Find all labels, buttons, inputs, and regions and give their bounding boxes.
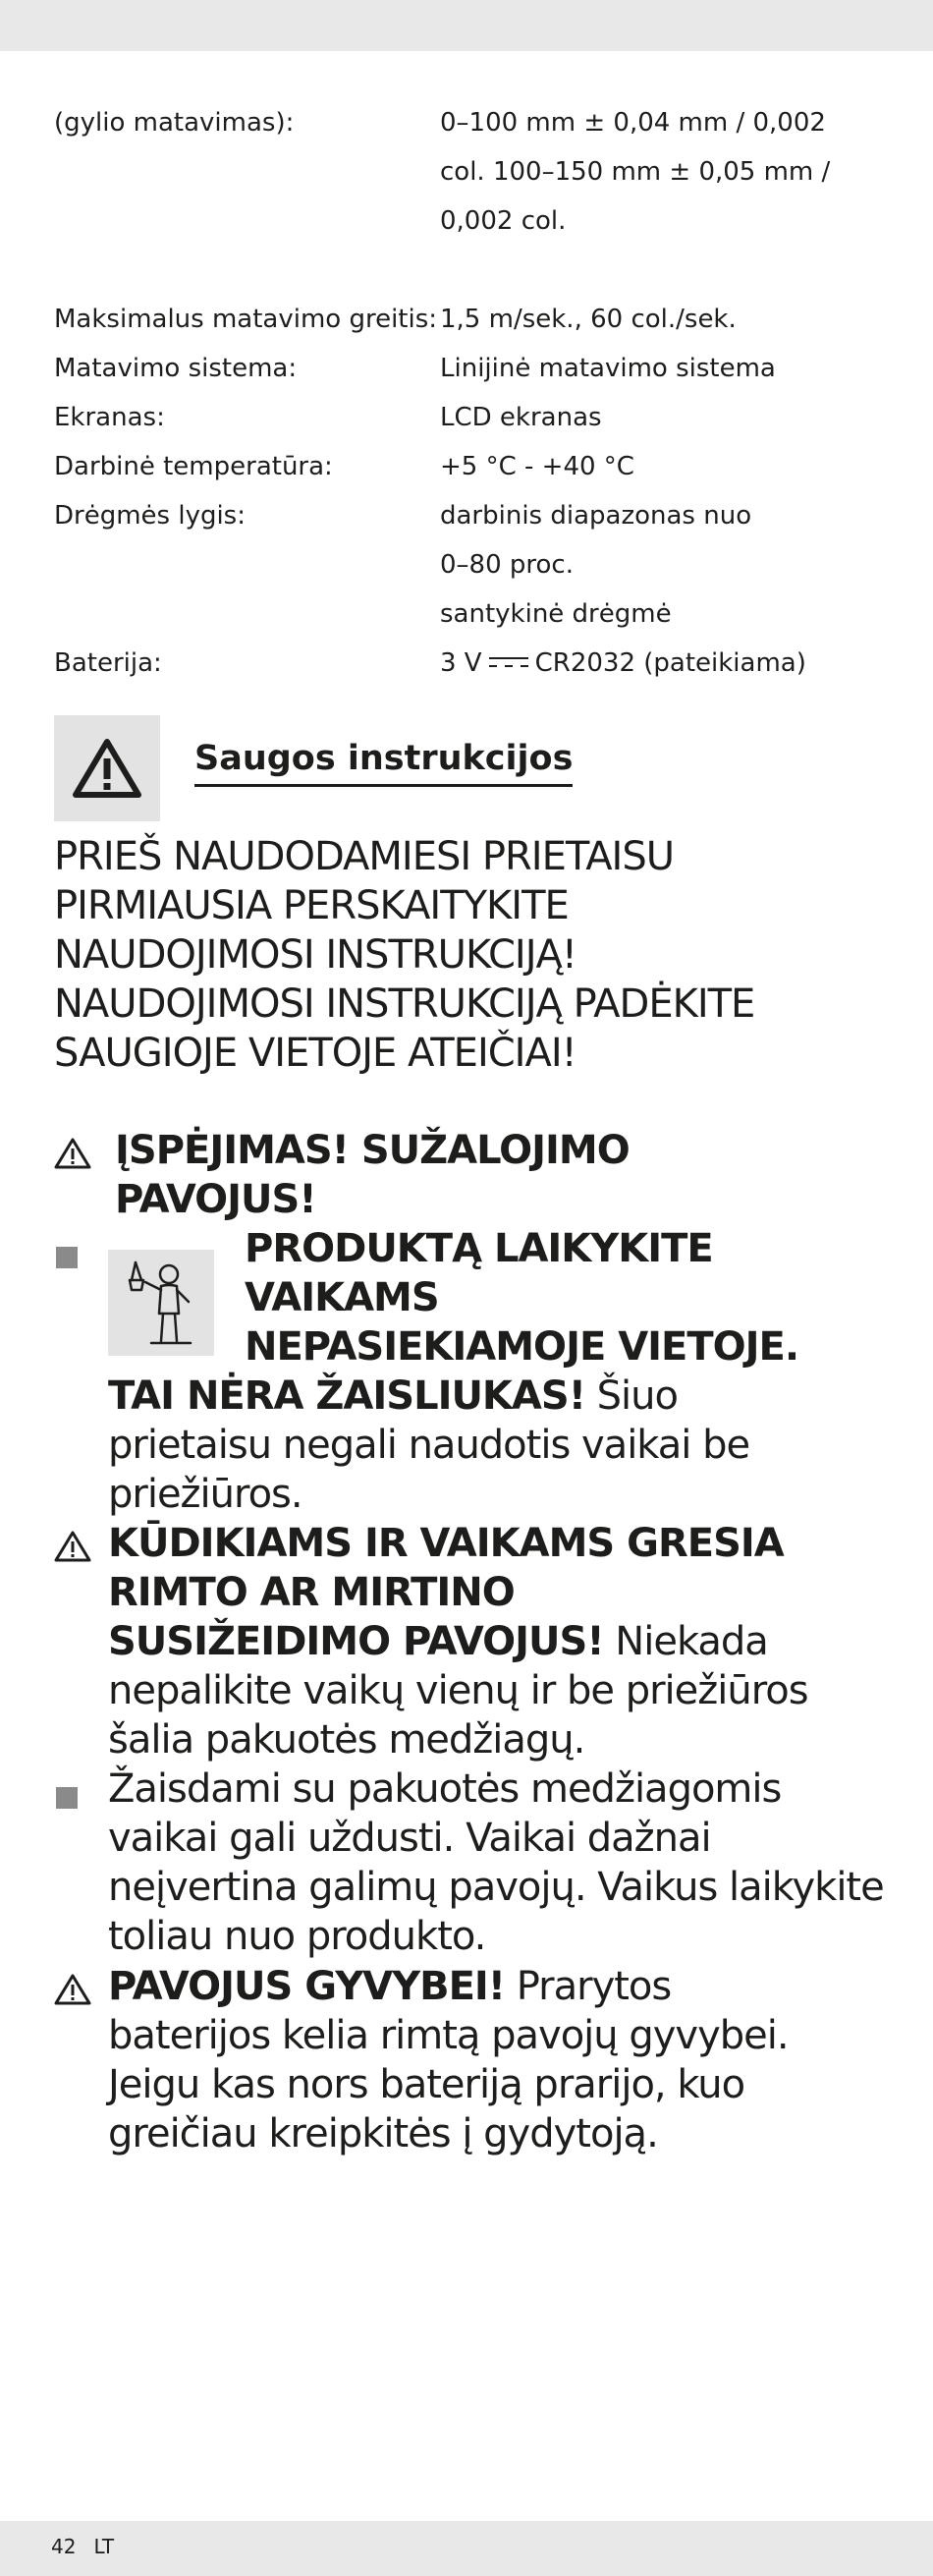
child-safety-icon-box: [108, 1250, 214, 1356]
spec-value-line: +5 °C - +40 °C: [440, 452, 634, 481]
infants-warning: [108, 1519, 904, 1764]
specifications-list: [54, 98, 879, 688]
warning-line: šalia pakuotės medžiagų.: [108, 1717, 585, 1763]
warning-line: PAVOJUS!: [115, 1177, 316, 1222]
notice-line: PIRMIAUSIA PERSKAITYKITE: [54, 883, 569, 928]
warning-line: PRODUKTĄ LAIKYKITE: [245, 1226, 713, 1271]
warning-line: neįvertina galimų pavojų. Vaikus laikykite: [108, 1865, 884, 1910]
notice-line: PRIEŠ NAUDODAMIESI PRIETAISU: [54, 834, 675, 879]
spec-value: [440, 442, 879, 491]
packaging-warning: [108, 1764, 913, 1961]
spec-value: [440, 393, 879, 442]
spec-row-speed: [54, 295, 879, 344]
spec-value: [440, 344, 879, 393]
square-bullet-icon: [56, 1247, 78, 1268]
page-number: 42: [51, 2535, 77, 2558]
warning-line: [108, 1617, 904, 1666]
spec-value-line: col. 100–150 mm ± 0,05 mm /: [440, 157, 831, 187]
warning-line: [108, 1372, 894, 1421]
warning-triangle-icon: [54, 1973, 91, 2006]
spec-key: Drėgmės lygis:: [54, 501, 246, 531]
warning-line: greičiau kreipkitės į gydytoją.: [108, 2111, 658, 2156]
warning-triangle-icon: [54, 1137, 91, 1170]
direct-current-icon: [488, 655, 529, 669]
warning-line: nepalikite vaikų vienų ir be priežiūros: [108, 1668, 808, 1713]
children-warning-heading: [245, 1224, 873, 1372]
battery-voltage: 3 V: [440, 648, 482, 678]
warning-line: NEPASIEKIAMOJE VIETOJE.: [245, 1324, 799, 1370]
spec-value: [440, 295, 879, 344]
warning-line: prietaisu negali naudotis vaikai be: [108, 1423, 750, 1468]
square-bullet-icon: [56, 1787, 78, 1809]
warning-bold-text: PAVOJUS GYVYBEI!: [108, 1964, 506, 2009]
notice-line: NAUDOJIMOSI INSTRUKCIJĄ PADĖKITE: [54, 981, 755, 1027]
warning-text: Prarytos: [505, 1964, 672, 2009]
warning-triangle-icon: [72, 737, 142, 800]
footer-band: [0, 2521, 933, 2576]
spec-value-line: santykinė drėgmė: [440, 599, 672, 629]
spec-row-temperature: [54, 442, 879, 491]
warning-line: priežiūros.: [108, 1472, 302, 1517]
warning-line: RIMTO AR MIRTINO: [108, 1570, 515, 1615]
spec-value-line: 0–100 mm ± 0,04 mm / 0,002: [440, 108, 826, 138]
warning-line: [108, 1962, 904, 2011]
warning-line: toliau nuo produkto.: [108, 1914, 486, 1959]
warning-bold-text: SUSIŽEIDIMO PAVOJUS!: [108, 1619, 604, 1664]
spec-row-humidity: [54, 491, 879, 639]
spec-key: Maksimalus matavimo greitis:: [54, 305, 438, 334]
spec-value: [440, 639, 879, 688]
danger-to-life-warning: [108, 1962, 904, 2158]
warning-line: VAIKAMS: [245, 1275, 439, 1320]
spec-value: [440, 491, 879, 639]
safety-instructions-heading: Saugos instrukcijos: [194, 735, 573, 787]
spec-row-display: [54, 393, 879, 442]
warning-text: Niekada: [603, 1619, 768, 1664]
warning-line: KŪDIKIAMS IR VAIKAMS GRESIA: [108, 1521, 784, 1566]
not-a-toy-label: TAI NĖRA ŽAISLIUKAS!: [108, 1373, 585, 1419]
spec-key: Baterija:: [54, 648, 162, 678]
spec-key: Darbinė temperatūra:: [54, 452, 333, 481]
warning-line: Jeigu kas nors bateriją prarijo, kuo: [108, 2062, 745, 2107]
spec-key: Ekranas:: [54, 403, 165, 432]
notice-line: NAUDOJIMOSI INSTRUKCIJĄ!: [54, 932, 576, 978]
warning-triangle-icon: [54, 1530, 91, 1563]
spec-value: [440, 98, 879, 246]
warning-text: Šiuo: [584, 1373, 678, 1419]
page-footer: [51, 2527, 132, 2566]
spec-value-line: LCD ekranas: [440, 403, 602, 432]
spec-value-line: Linijinė matavimo sistema: [440, 354, 776, 383]
warning-triangle-icon-box: [54, 715, 160, 821]
warning-line: Žaisdami su pakuotės medžiagomis: [108, 1766, 782, 1812]
spec-value-line: 0–80 proc.: [440, 550, 574, 580]
spec-row-system: [54, 344, 879, 393]
warning-line: baterijos kelia rimtą pavojų gyvybei.: [108, 2013, 789, 2058]
spec-key: (gylio matavimas):: [54, 108, 295, 138]
notice-line: SAUGIOJE VIETOJE ATEIČIAI!: [54, 1031, 576, 1076]
battery-model: CR2032 (pateikiama): [534, 648, 806, 678]
warning-line: vaikai gali uždusti. Vaikai dažnai: [108, 1816, 711, 1861]
read-instructions-notice: [54, 832, 899, 1078]
spec-value-line: [440, 639, 879, 688]
top-margin-band: [0, 0, 933, 51]
spec-row-battery: [54, 639, 879, 688]
spec-key: Matavimo sistema:: [54, 354, 298, 383]
spec-value-line: darbinis diapazonas nuo: [440, 501, 752, 531]
spacer: [54, 246, 879, 295]
spec-row-depth: [54, 98, 879, 246]
injury-warning: [115, 1126, 933, 1224]
warning-line: ĮSPĖJIMAS! SUŽALOJIMO: [115, 1128, 630, 1173]
language-code: LT: [93, 2535, 115, 2558]
spec-value-line: 1,5 m/sek., 60 col./sek.: [440, 305, 737, 334]
child-safety-icon: [122, 1259, 200, 1347]
children-warning-body: [108, 1372, 894, 1519]
spec-value-line: 0,002 col.: [440, 206, 567, 236]
